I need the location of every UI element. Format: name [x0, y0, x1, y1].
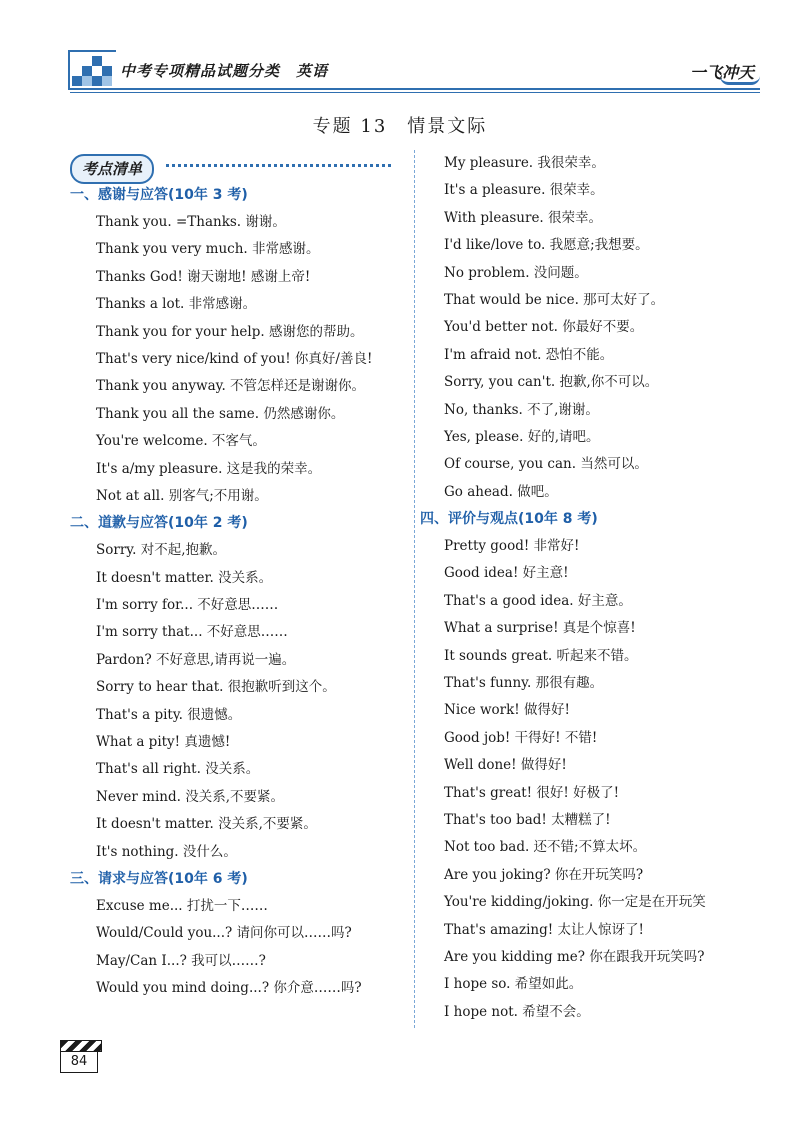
- header-rule-thin: [70, 92, 760, 93]
- list-item: I'd like/love to. 我愿意;我想要。: [444, 237, 649, 254]
- list-item: Never mind. 没关系,不要紧。: [96, 788, 284, 805]
- list-item: That's a good idea. 好主意。: [444, 592, 632, 609]
- list-item: It sounds great. 听起来不错。: [444, 647, 638, 664]
- page-number-badge: [60, 1040, 100, 1074]
- list-item: I'm sorry for... 不好意思……: [96, 597, 279, 614]
- list-item: I hope so. 希望如此。: [444, 976, 583, 993]
- list-item: Are you joking? 你在开玩笑吗?: [444, 866, 644, 883]
- list-item: That's funny. 那很有趣。: [444, 675, 604, 692]
- list-item: Sorry, you can't. 抱歉,你不可以。: [444, 374, 659, 391]
- column-divider: [414, 150, 415, 1028]
- section-heading: 二、道歉与应答(10年 2 考): [70, 515, 248, 532]
- list-item: Of course, you can. 当然可以。: [444, 456, 648, 473]
- list-item: I'm afraid not. 恐怕不能。: [444, 346, 614, 363]
- list-item: Not too bad. 还不错;不算太坏。: [444, 839, 647, 856]
- list-item: Thank you all the same. 仍然感谢你。: [96, 405, 345, 422]
- list-item: That would be nice. 那可太好了。: [444, 291, 665, 308]
- list-item: Nice work! 做得好!: [444, 702, 570, 719]
- list-item: Would/Could you...? 请问你可以……吗?: [96, 925, 352, 942]
- list-item: No, thanks. 不了,谢谢。: [444, 401, 599, 418]
- series-title: 中考专项精品试题分类 英语: [120, 62, 329, 80]
- list-item: My pleasure. 我很荣幸。: [444, 155, 605, 171]
- series-logo-icon: [70, 52, 114, 88]
- list-item: Go ahead. 做吧。: [444, 483, 558, 500]
- brand-swoosh-icon: [720, 76, 760, 85]
- section-heading: 一、感谢与应答(10年 3 考): [70, 187, 248, 203]
- list-item: You'd better not. 你最好不要。: [444, 319, 644, 336]
- list-item: Thank you anyway. 不管怎样还是谢谢你。: [96, 378, 366, 395]
- list-item: It's a pleasure. 很荣幸。: [444, 182, 604, 199]
- list-item: That's too bad! 太糟糕了!: [444, 811, 611, 828]
- list-item: Thanks God! 谢天谢地! 感谢上帝!: [96, 268, 311, 285]
- page-title: 专题 13 情景文际: [312, 116, 488, 137]
- list-item: That's a pity. 很遗憾。: [96, 706, 242, 723]
- list-item: What a pity! 真遗憾!: [96, 734, 231, 751]
- list-item: Excuse me... 打扰一下……: [96, 897, 268, 914]
- list-item: You're welcome. 不客气。: [96, 433, 266, 450]
- list-item: Would you mind doing...? 你介意……吗?: [96, 980, 362, 997]
- list-item: Yes, please. 好的,请吧。: [444, 428, 600, 445]
- list-item: What a surprise! 真是个惊喜!: [444, 620, 636, 637]
- page-header: [70, 52, 760, 92]
- list-item: Sorry. 对不起,抱歉。: [96, 542, 226, 559]
- header-rule: [70, 88, 760, 90]
- list-item: I hope not. 希望不会。: [444, 1003, 590, 1020]
- list-item: With pleasure. 很荣幸。: [444, 209, 603, 226]
- list-item: Pretty good! 非常好!: [444, 538, 580, 555]
- list-item: No problem. 没问题。: [444, 264, 588, 281]
- list-item: Good idea! 好主意!: [444, 565, 569, 582]
- list-item: Thanks a lot. 非常感谢。: [96, 296, 257, 313]
- list-item: That's very nice/kind of you! 你真好/善良!: [96, 350, 373, 367]
- list-item: It doesn't matter. 没关系。: [96, 569, 273, 586]
- left-column: [70, 150, 400, 1003]
- list-item: It doesn't matter. 没关系,不要紧。: [96, 816, 317, 833]
- list-item: You're kidding/joking. 你一定是在开玩笑: [444, 894, 706, 911]
- list-item: It's nothing. 没什么。: [96, 843, 237, 860]
- list-item: Pardon? 不好意思,请再说一遍。: [96, 651, 296, 668]
- list-item: It's a/my pleasure. 这是我的荣幸。: [96, 460, 322, 477]
- list-item: That's great! 很好! 好极了!: [444, 784, 620, 801]
- list-item: Are you kidding me? 你在跟我开玩笑吗?: [444, 948, 705, 965]
- badge-dotted-line: [166, 164, 391, 167]
- list-item: May/Can I...? 我可以……?: [96, 952, 266, 969]
- list-item: Good job! 干得好! 不错!: [444, 729, 598, 746]
- page-number: 84: [60, 1051, 98, 1073]
- list-item: That's amazing! 太让人惊讶了!: [444, 921, 644, 938]
- key-points-badge: [70, 150, 400, 182]
- badge-label: 考点清单: [70, 154, 154, 184]
- brand-logo: 一飞冲天: [689, 63, 754, 82]
- list-item: Thank you for your help. 感谢您的帮助。: [96, 323, 364, 340]
- list-item: That's all right. 没关系。: [96, 761, 260, 778]
- section-heading: 四、评价与观点(10年 8 考): [420, 511, 598, 528]
- list-item: I'm sorry that... 不好意思……: [96, 624, 288, 641]
- section-heading: 三、请求与应答(10年 6 考): [70, 870, 248, 887]
- right-column: [420, 150, 760, 1026]
- list-item: Sorry to hear that. 很抱歉听到这个。: [96, 679, 336, 696]
- list-item: Well done! 做得好!: [444, 757, 567, 774]
- list-item: Thank you very much. 非常感谢。: [96, 241, 320, 258]
- list-item: Thank you. =Thanks. 谢谢。: [96, 214, 286, 230]
- list-item: Not at all. 别客气;不用谢。: [96, 487, 268, 504]
